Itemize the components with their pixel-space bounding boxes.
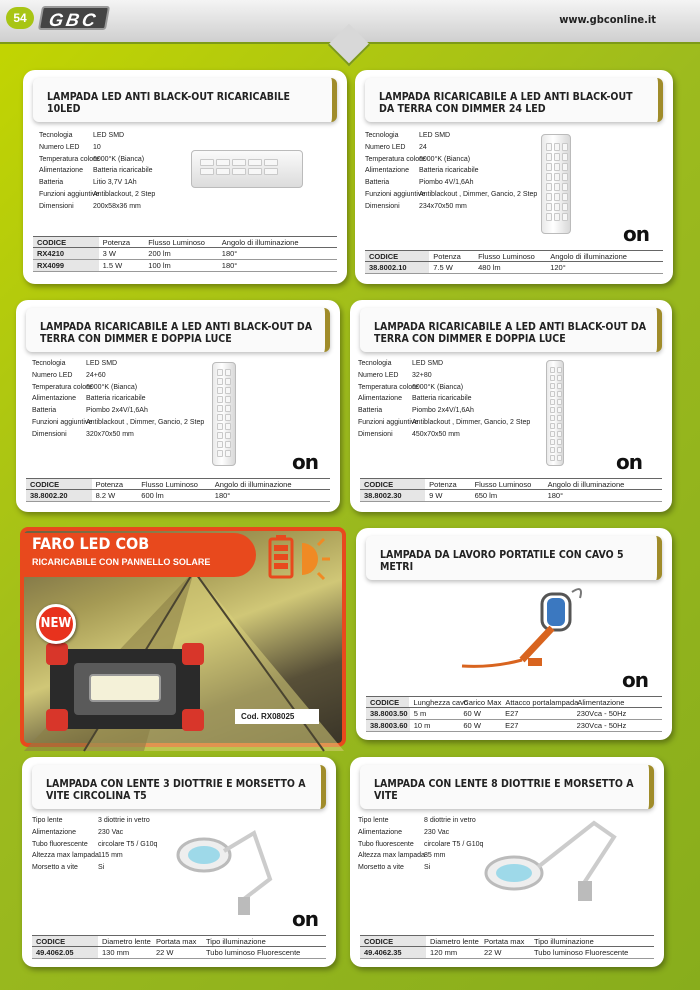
spec-value: Batteria ricaricabile xyxy=(419,167,479,175)
spec-key: Batteria xyxy=(32,407,57,415)
spec-key: Temperatura colore xyxy=(358,383,419,391)
table-header-cell: Angolo di illuminazione xyxy=(221,238,299,247)
spec-key: Morsetto a vite xyxy=(358,864,404,872)
spec-row xyxy=(365,142,537,154)
product-title: LAMPADA RICARICABILE A LED ANTI BLACK-OUT DA TERRA CON DIMMER 24 LED xyxy=(365,78,663,122)
table-header-cell: CODICE xyxy=(366,697,409,707)
spec-value: circolare T5 / G10q xyxy=(424,840,484,848)
spec-key: Alimentazione xyxy=(358,395,402,403)
product-table xyxy=(32,935,326,959)
work-lamp-image xyxy=(452,584,592,674)
spec-value: Antiblackout, 2 Step xyxy=(93,190,156,198)
spec-value: 200x58x36 mm xyxy=(93,202,141,210)
spec-value: 6000°K (Bianca) xyxy=(412,383,464,391)
spec-list xyxy=(39,130,155,213)
table-header-cell: Tipo illuminazione xyxy=(206,937,266,946)
spec-key: Funzioni aggiuntive xyxy=(365,190,426,198)
spec-row xyxy=(358,429,530,441)
table-header-cell: Flusso Luminoso xyxy=(478,252,535,261)
table-cell: 120° xyxy=(550,263,566,272)
spec-value: Batteria ricaricabile xyxy=(93,167,153,175)
table-header-cell: Potenza xyxy=(433,252,461,261)
table-cell: 38.8002.20 xyxy=(26,490,92,501)
table-header-cell: Potenza xyxy=(102,238,131,247)
table-header-cell: Attacco portalampada xyxy=(505,698,579,707)
product-table xyxy=(26,478,330,502)
product-table xyxy=(365,250,663,274)
table-header-cell: Angolo di illuminazione xyxy=(550,252,627,261)
product-image xyxy=(541,134,571,234)
table-cell: 180° xyxy=(214,491,231,500)
magnifier-lamp-image xyxy=(174,819,294,919)
spec-value: 115 mm xyxy=(98,852,123,860)
spec-key: Dimensioni xyxy=(32,430,67,438)
spec-row xyxy=(365,201,537,213)
spec-key: Funzioni aggiuntive xyxy=(32,418,93,426)
spec-value: Piombo 4V/1,6Ah xyxy=(419,179,474,187)
table-header-cell: CODICE xyxy=(33,237,99,247)
led-floodlight-image xyxy=(46,635,206,735)
spec-row xyxy=(39,177,155,189)
table-row xyxy=(366,708,662,720)
on-brand-logo: on xyxy=(623,222,649,246)
table-cell: 120 mm xyxy=(430,948,458,957)
table-header-cell: Portata max xyxy=(484,937,525,946)
table-header-cell: CODICE xyxy=(360,479,425,489)
product-card xyxy=(23,70,347,284)
spec-list xyxy=(32,358,204,441)
table-header-cell: Potenza xyxy=(429,480,457,489)
table-header-cell: Tipo illuminazione xyxy=(534,937,594,946)
spec-value: 230 Vac xyxy=(424,828,450,836)
table-cell: 230Vca - 50Hz xyxy=(576,709,627,718)
on-brand-logo: on xyxy=(622,668,648,692)
spec-key: Batteria xyxy=(358,407,383,415)
spec-key: Funzioni aggiuntive xyxy=(39,190,100,198)
table-row xyxy=(33,260,337,272)
spec-key: Tipo lente xyxy=(358,817,389,824)
spec-value: LED SMD xyxy=(86,360,118,367)
table-header-cell: Carico Max xyxy=(463,698,502,707)
spec-row xyxy=(32,405,204,417)
table-header-row xyxy=(360,478,662,490)
gbc-logo: GBC xyxy=(38,6,110,30)
spec-key: Numero LED xyxy=(358,371,399,379)
product-title: LAMPADA RICARICABILE A LED ANTI BLACK-OUT DA TERRA CON DIMMER E DOPPIA LUCE xyxy=(26,308,330,352)
spec-key: Tubo fluorescente xyxy=(358,840,414,848)
product-table xyxy=(33,236,337,272)
spec-key: Temperatura colore xyxy=(39,155,100,163)
spec-value: 230 Vac xyxy=(98,828,124,836)
spec-value: 3 diottrie in vetro xyxy=(98,817,150,824)
spec-value: 10 xyxy=(93,143,101,151)
table-row xyxy=(33,248,337,260)
table-cell: 22 W xyxy=(484,948,502,957)
product-card xyxy=(16,300,340,512)
table-cell: 1.5 W xyxy=(102,261,123,270)
promo-heading: FARO LED COB xyxy=(32,534,150,553)
page-header xyxy=(0,0,700,44)
spec-value: Antiblackout , Dimmer, Gancio, 2 Step xyxy=(86,418,205,426)
spec-row xyxy=(32,429,204,441)
spec-key: Temperatura colore xyxy=(32,383,93,391)
product-card xyxy=(350,300,672,512)
spec-key: Funzioni aggiuntive xyxy=(358,418,419,426)
table-header-row xyxy=(32,935,326,947)
table-header-row xyxy=(366,696,662,708)
spec-row xyxy=(32,417,204,429)
spec-list xyxy=(358,358,530,441)
spec-key: Numero LED xyxy=(365,143,406,151)
table-cell: 480 lm xyxy=(478,263,501,272)
table-cell: RX4099 xyxy=(33,260,99,271)
spec-key: Temperatura colore xyxy=(365,155,426,163)
table-row xyxy=(26,490,330,502)
spec-key: Tubo fluorescente xyxy=(32,840,88,848)
table-cell: 180° xyxy=(221,249,238,258)
promo-title xyxy=(24,533,256,577)
table-cell: 650 lm xyxy=(474,491,498,500)
table-cell: 38.8003.60 xyxy=(366,720,410,731)
spec-value: Piombo 2x4V/1,6Ah xyxy=(412,407,474,415)
spec-key: Tecnologia xyxy=(358,360,392,367)
spec-value: 6000°K (Bianca) xyxy=(419,155,471,163)
spec-row xyxy=(32,862,157,874)
spec-list xyxy=(32,815,157,874)
table-header-cell: Portata max xyxy=(156,937,197,946)
product-card xyxy=(356,528,672,740)
spec-row xyxy=(358,862,483,874)
table-header-cell: Potenza xyxy=(95,480,124,489)
spec-row xyxy=(358,358,530,370)
table-header-row xyxy=(365,250,663,262)
spec-row xyxy=(32,358,204,370)
table-cell: 60 W xyxy=(463,709,481,718)
spec-row xyxy=(358,393,530,405)
page-number: 54 xyxy=(6,7,34,29)
spec-value: Antiblackout , Dimmer, Gancio, 2 Step xyxy=(419,190,538,198)
spec-row xyxy=(358,370,530,382)
table-header-cell: Diametro lente xyxy=(102,937,151,946)
spec-value: 6000°K (Bianca) xyxy=(86,383,138,391)
product-table xyxy=(360,478,662,502)
spec-key: Alimentazione xyxy=(32,395,76,403)
table-header-cell: Flusso Luminoso xyxy=(148,238,205,247)
table-cell: 38.8003.50 xyxy=(366,708,410,719)
spec-value: circolare T5 / G10q xyxy=(98,840,158,848)
spec-row xyxy=(365,189,537,201)
table-cell: RX4210 xyxy=(33,248,99,259)
spec-row xyxy=(39,130,155,142)
table-cell: 100 lm xyxy=(148,261,171,270)
header-notch xyxy=(328,24,370,66)
spec-row xyxy=(39,189,155,201)
battery-sun-icon xyxy=(262,533,332,583)
product-title: LAMPADA RICARICABILE A LED ANTI BLACK-OUT DA TERRA CON DIMMER E DOPPIA LUCE xyxy=(360,308,662,352)
product-card xyxy=(350,757,664,967)
table-cell: 8.2 W xyxy=(95,491,116,500)
spec-row xyxy=(365,130,537,142)
spec-key: Tecnologia xyxy=(32,360,66,367)
product-title: LAMPADA CON LENTE 8 DIOTTRIE E MORSETTO A VITE xyxy=(360,765,654,809)
product-image xyxy=(546,360,564,466)
spec-row xyxy=(365,165,537,177)
on-brand-logo: on xyxy=(616,450,642,474)
spec-value: Batteria ricaricabile xyxy=(86,395,146,403)
table-header-cell: Flusso Luminoso xyxy=(141,480,198,489)
spec-key: Altezza max lampada xyxy=(32,852,99,860)
spec-value: 8 diottrie in vetro xyxy=(424,817,476,824)
table-cell: 38.8002.10 xyxy=(365,262,429,273)
product-code-label: Cod. RX08025 xyxy=(235,709,319,724)
spec-row xyxy=(358,839,483,851)
table-row xyxy=(360,947,654,959)
table-row xyxy=(365,262,663,274)
spec-value: 85 mm xyxy=(424,852,446,860)
spec-key: Batteria xyxy=(365,179,390,187)
table-cell: Tubo luminoso Fluorescente xyxy=(534,948,629,957)
product-title: LAMPADA LED ANTI BLACK-OUT RICARICABILE 10LED xyxy=(33,78,337,122)
promo-subheading: RICARICABILE CON PANNELLO SOLARE xyxy=(32,557,211,567)
spec-row xyxy=(39,201,155,213)
spec-key: Tecnologia xyxy=(365,132,399,139)
spec-row xyxy=(39,165,155,177)
spec-key: Alimentazione xyxy=(39,167,83,175)
spec-key: Numero LED xyxy=(32,371,73,379)
spec-row xyxy=(358,382,530,394)
table-cell: 7.5 W xyxy=(433,263,453,272)
table-cell: 9 W xyxy=(429,491,443,500)
product-title: LAMPADA DA LAVORO PORTATILE CON CAVO 5 METRI xyxy=(366,536,662,580)
table-cell: 180° xyxy=(221,261,238,270)
spec-row xyxy=(358,405,530,417)
table-row xyxy=(360,490,662,502)
spec-value: 24+60 xyxy=(86,371,106,379)
spec-key: Alimentazione xyxy=(365,167,409,175)
spec-value: Si xyxy=(98,864,105,872)
table-cell: 60 W xyxy=(463,721,481,730)
product-table xyxy=(366,696,662,732)
table-cell: 600 lm xyxy=(141,491,164,500)
spec-row xyxy=(32,827,157,839)
spec-key: Dimensioni xyxy=(39,202,74,210)
table-cell: 38.8002.30 xyxy=(360,490,425,501)
table-cell: 10 m xyxy=(413,721,431,730)
spec-row xyxy=(32,393,204,405)
spec-list xyxy=(358,815,483,874)
table-cell: E27 xyxy=(505,721,519,730)
spec-key: Numero LED xyxy=(39,143,80,151)
table-cell: Tubo luminoso Fluorescente xyxy=(206,948,301,957)
spec-row xyxy=(358,850,483,862)
spec-row xyxy=(32,370,204,382)
spec-row xyxy=(32,382,204,394)
table-header-cell: Lunghezza cavo xyxy=(413,698,469,707)
spec-value: LED SMD xyxy=(93,132,125,139)
spec-key: Alimentazione xyxy=(358,828,402,836)
table-header-row xyxy=(360,935,654,947)
spec-key: Tecnologia xyxy=(39,132,73,139)
spec-value: 450x70x50 mm xyxy=(412,430,460,438)
spec-key: Altezza max lampada xyxy=(358,852,425,860)
spec-row xyxy=(39,142,155,154)
spec-key: Morsetto a vite xyxy=(32,864,78,872)
spec-value: Antiblackout , Dimmer, Gancio, 2 Step xyxy=(412,418,531,426)
table-cell: 5 m xyxy=(413,709,427,718)
spec-value: Si xyxy=(424,864,431,872)
spec-row xyxy=(358,827,483,839)
spec-row xyxy=(39,154,155,166)
spec-value: 320x70x50 mm xyxy=(86,430,134,438)
table-header-cell: Flusso Luminoso xyxy=(474,480,532,489)
spec-key: Dimensioni xyxy=(365,202,400,210)
spec-row xyxy=(365,154,537,166)
spec-list xyxy=(365,130,537,213)
spec-row xyxy=(32,850,157,862)
table-row xyxy=(32,947,326,959)
new-badge: NEW xyxy=(36,604,76,644)
table-cell: E27 xyxy=(505,709,519,718)
table-cell: 22 W xyxy=(156,948,174,957)
table-cell: 49.4062.05 xyxy=(32,947,98,958)
spec-value: 234x70x50 mm xyxy=(419,202,467,210)
product-table xyxy=(360,935,654,959)
spec-key: Batteria xyxy=(39,179,64,187)
product-image xyxy=(212,362,236,466)
table-cell: 180° xyxy=(547,491,564,500)
product-card xyxy=(355,70,673,284)
table-header-cell: Diametro lente xyxy=(430,937,479,946)
on-brand-logo: on xyxy=(292,907,318,931)
table-cell: 200 lm xyxy=(148,249,171,258)
spec-value: 24 xyxy=(419,143,427,151)
spec-row xyxy=(358,815,483,827)
table-cell: 230Vca - 50Hz xyxy=(576,721,627,730)
magnifier-lamp-image xyxy=(484,813,624,923)
product-image xyxy=(191,150,303,188)
spec-value: LED SMD xyxy=(419,132,451,139)
table-header-row xyxy=(26,478,330,490)
table-header-cell: Alimentazione xyxy=(577,698,625,707)
table-header-cell: CODICE xyxy=(26,479,92,489)
spec-key: Dimensioni xyxy=(358,430,393,438)
table-cell: 130 mm xyxy=(102,948,130,957)
on-brand-logo: on xyxy=(292,450,318,474)
spec-row xyxy=(32,815,157,827)
table-header-cell: CODICE xyxy=(32,936,98,946)
spec-row xyxy=(32,839,157,851)
spec-value: Piombo 2x4V/1,6Ah xyxy=(86,407,148,415)
spec-value: Litio 3,7V 1Ah xyxy=(93,179,137,187)
spec-key: Tipo lente xyxy=(32,817,63,824)
table-header-cell: Angolo di illuminazione xyxy=(214,480,292,489)
spec-row xyxy=(358,417,530,429)
table-header-row xyxy=(33,236,337,248)
table-header-cell: Angolo di illuminazione xyxy=(547,480,625,489)
website-link[interactable]: www.gbconline.it xyxy=(559,13,656,26)
spec-value: LED SMD xyxy=(412,360,444,367)
table-header-cell: CODICE xyxy=(365,251,429,261)
spec-key: Alimentazione xyxy=(32,828,76,836)
spec-value: Batteria ricaricabile xyxy=(412,395,472,403)
product-title: LAMPADA CON LENTE 3 DIOTTRIE E MORSETTO A VITE CIRCOLINA T5 xyxy=(32,765,326,809)
spec-row xyxy=(365,177,537,189)
table-cell: 49.4062.35 xyxy=(360,947,426,958)
table-header-cell: CODICE xyxy=(360,936,426,946)
spec-value: 32+80 xyxy=(412,371,432,379)
table-cell: 3 W xyxy=(102,249,116,258)
spec-value: 6000°K (Bianca) xyxy=(93,155,145,163)
table-row xyxy=(366,720,662,732)
product-card xyxy=(22,757,336,967)
